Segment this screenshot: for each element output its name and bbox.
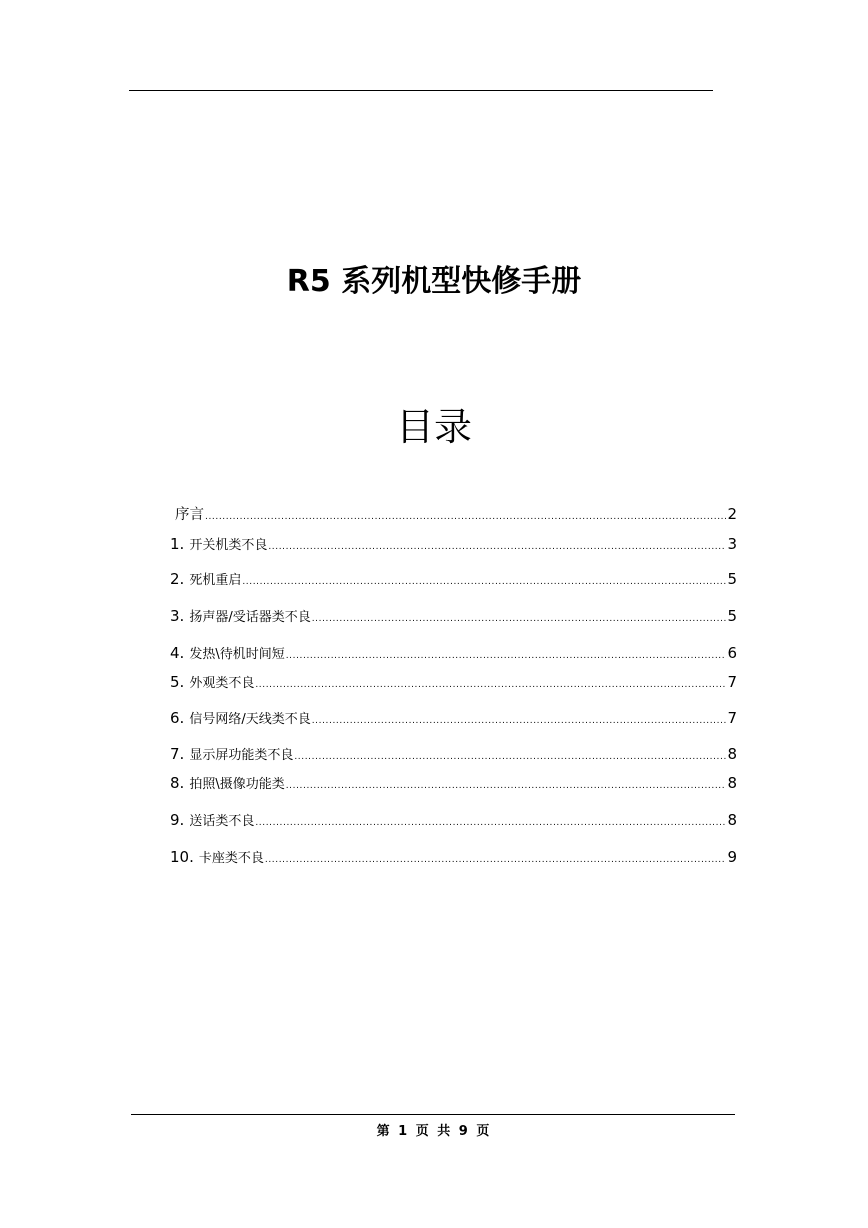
toc-entry[interactable] bbox=[170, 606, 737, 626]
toc-entry[interactable] bbox=[170, 773, 737, 793]
toc-leader-dots bbox=[268, 537, 726, 557]
toc-entry-page: 8 bbox=[727, 774, 737, 792]
toc-entry-number: 3. bbox=[170, 607, 185, 625]
toc-entry-title: 开关机类不良 bbox=[189, 538, 268, 553]
toc-entry-number: 10. bbox=[170, 848, 194, 866]
toc-leader-dots bbox=[255, 813, 726, 833]
toc-leader-dots bbox=[312, 711, 727, 731]
toc-entry-page: 6 bbox=[727, 644, 737, 662]
toc-entry-page: 9 bbox=[727, 848, 737, 866]
toc-entry[interactable] bbox=[170, 744, 737, 764]
toc-entry-title: 显示屏功能类不良 bbox=[189, 748, 294, 763]
toc-leader-dots bbox=[286, 646, 727, 666]
toc-entry[interactable] bbox=[170, 708, 737, 728]
toc-entry[interactable] bbox=[170, 810, 737, 830]
toc-entry-page: 5 bbox=[727, 570, 737, 588]
toc-entry-page: 7 bbox=[727, 709, 737, 727]
toc-entry-number: 1. bbox=[170, 535, 185, 553]
toc-entry[interactable] bbox=[170, 534, 737, 554]
document-title: R5 系列机型快修手册 bbox=[286, 264, 582, 299]
toc-entry-page: 2 bbox=[727, 505, 737, 523]
toc-entry-number: 9. bbox=[170, 811, 185, 829]
toc-entry-title: 卡座类不良 bbox=[198, 851, 264, 866]
toc-entry-number: 5. bbox=[170, 673, 185, 691]
toc-entry-title: 发热\待机时间短 bbox=[189, 647, 285, 662]
toc-entry-title: 外观类不良 bbox=[189, 676, 255, 691]
toc-entry-title: 信号网络/天线类不良 bbox=[189, 712, 311, 727]
toc-entry-title: 送话类不良 bbox=[189, 814, 255, 829]
toc-leader-dots bbox=[255, 675, 726, 695]
toc-entry-title: 序言 bbox=[175, 507, 204, 523]
toc-entry-title: 死机重启 bbox=[189, 573, 242, 588]
toc-entry[interactable] bbox=[170, 504, 737, 524]
toc-entry[interactable] bbox=[170, 847, 737, 867]
toc-entry-number: 6. bbox=[170, 709, 185, 727]
toc-leader-dots bbox=[242, 572, 726, 592]
toc-entry[interactable] bbox=[170, 569, 737, 589]
toc-entry-page: 5 bbox=[727, 607, 737, 625]
toc-entry-page: 8 bbox=[727, 811, 737, 829]
toc-entry-page: 8 bbox=[727, 745, 737, 763]
toc-leader-dots bbox=[294, 747, 726, 767]
toc-entry[interactable] bbox=[170, 643, 737, 663]
toc-entry-title: 扬声器/受话器类不良 bbox=[189, 610, 311, 625]
toc-entry-number: 8. bbox=[170, 774, 185, 792]
page-number-footer: 第 1 页 共 9 页 bbox=[376, 1124, 492, 1139]
toc-entry-title: 拍照\摄像功能类 bbox=[189, 777, 285, 792]
toc-entry-number: 2. bbox=[170, 570, 185, 588]
toc-entry-page: 7 bbox=[727, 673, 737, 691]
toc-entry-number: 7. bbox=[170, 745, 185, 763]
toc-entry-number: 4. bbox=[170, 644, 185, 662]
footer-rule bbox=[131, 1114, 735, 1115]
toc-leader-dots bbox=[205, 507, 726, 527]
header-rule bbox=[129, 90, 713, 91]
toc-leader-dots bbox=[312, 609, 727, 629]
toc-entry[interactable] bbox=[170, 672, 737, 692]
toc-leader-dots bbox=[265, 850, 727, 870]
toc-entry-page: 3 bbox=[727, 535, 737, 553]
toc-heading: 目录 bbox=[395, 405, 472, 449]
toc-leader-dots bbox=[286, 776, 727, 796]
